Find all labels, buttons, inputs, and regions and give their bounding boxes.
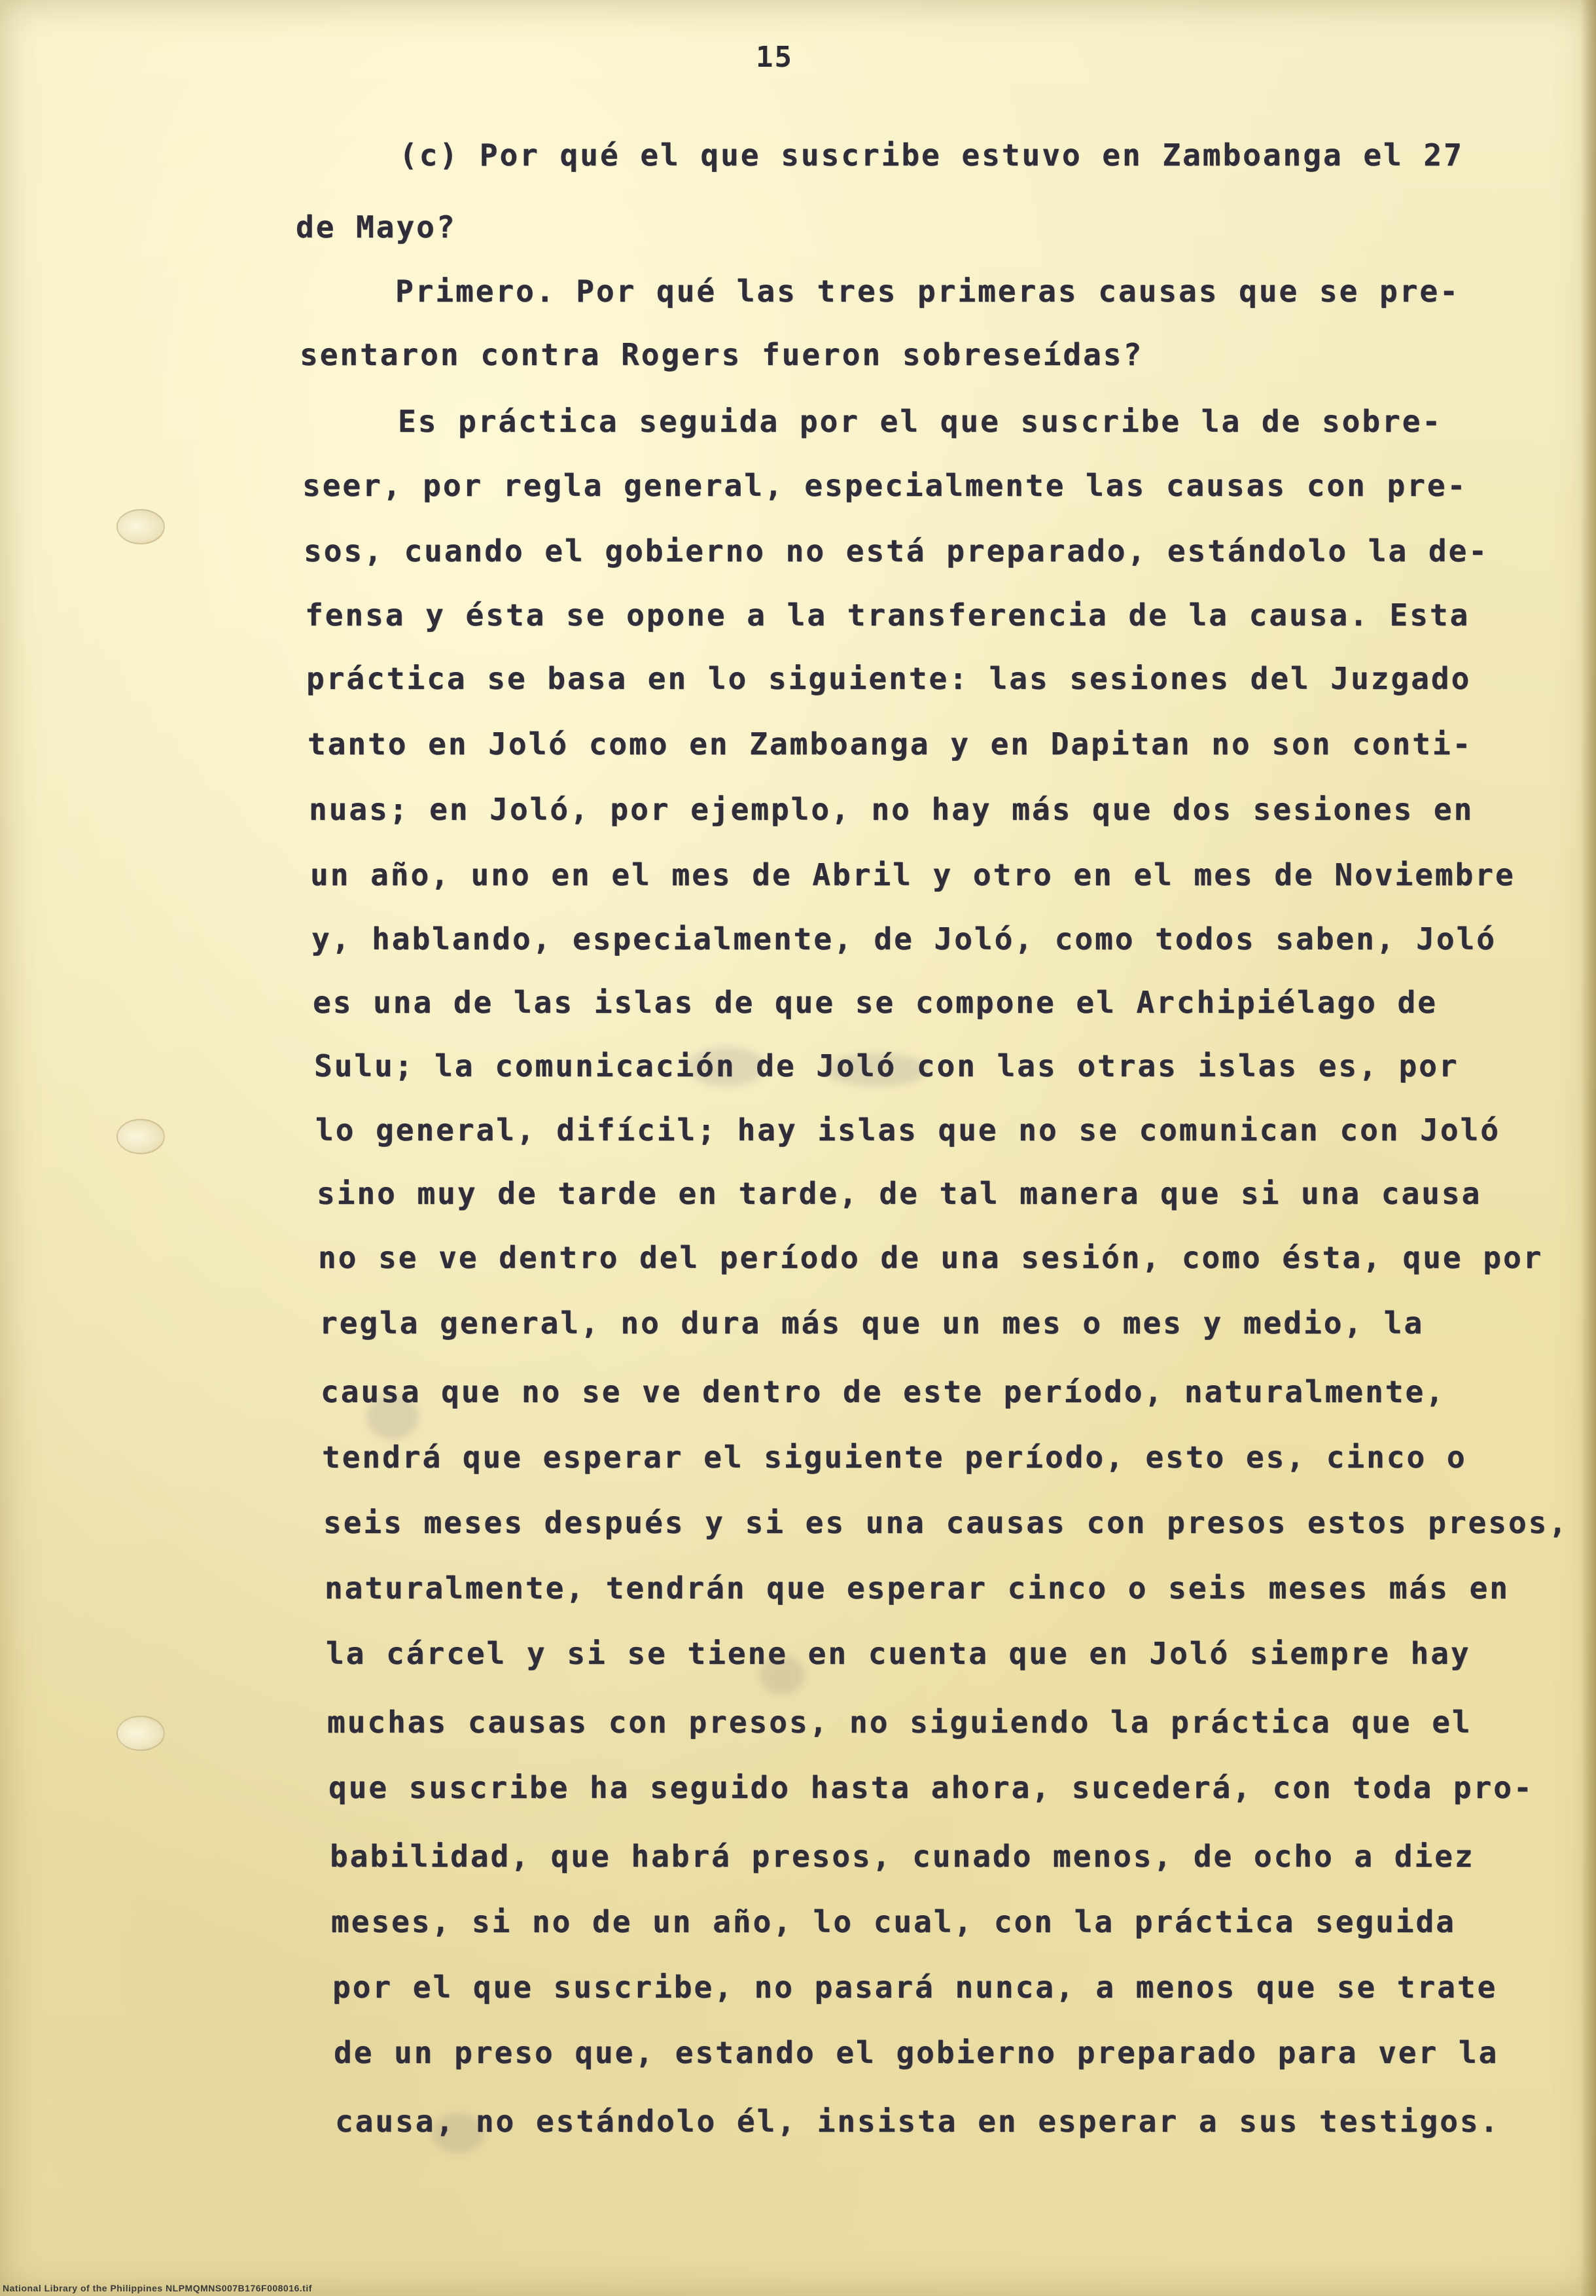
- text-line: regla general, no dura más que un mes o mes y medio, la: [319, 1305, 1425, 1341]
- text-line: es una de las islas de que se compone el Archipiélago de: [313, 985, 1438, 1020]
- text-line: un año, uno en el mes de Abril y otro en el mes de Noviembre: [310, 857, 1516, 892]
- text-line: Es práctica seguida por el que suscribe la de sobre-: [398, 404, 1443, 439]
- text-line: naturalmente, tendrán que esperar cinco o seis meses más en: [325, 1570, 1510, 1606]
- text-line: muchas causas con presos, no siguiendo la práctica que el: [327, 1704, 1472, 1740]
- punch-hole: [116, 509, 165, 544]
- text-line: práctica se basa en lo siguiente: las sesiones del Juzgado: [306, 661, 1472, 696]
- text-line: seis meses después y si es una causas con presos estos presos,: [323, 1505, 1569, 1540]
- punch-hole: [116, 1716, 165, 1751]
- text-line: Sulu; la comunicación de Joló con las otras islas es, por: [314, 1048, 1459, 1084]
- archive-footer-label: National Library of the Philippines NLPMQMNS007B176F008016.tif: [3, 2283, 312, 2293]
- text-line: y, hablando, especialmente, de Joló, como todos saben, Joló: [311, 921, 1497, 957]
- text-line: (c) Por qué el que suscribe estuvo en Zamboanga el 27: [399, 137, 1464, 173]
- page-edge-shadow: [1580, 0, 1596, 2296]
- text-line: seer, por regla general, especialmente las causas con pre-: [302, 468, 1468, 503]
- page-number: 15: [756, 41, 793, 74]
- text-line: meses, si no de un año, lo cual, con la práctica seguida: [331, 1904, 1456, 1939]
- text-line: sino muy de tarde en tarde, de tal manera que si una causa: [317, 1176, 1482, 1211]
- text-line: causa que no se ve dentro de este período, naturalmente,: [321, 1374, 1445, 1409]
- text-line: de Mayo?: [296, 209, 457, 245]
- text-line: tendrá que esperar el siguiente período, esto es, cinco o: [322, 1439, 1467, 1475]
- text-line: por el que suscribe, no pasará nunca, a menos que se trate: [332, 1969, 1498, 2005]
- punch-hole: [116, 1119, 165, 1154]
- text-line: sos, cuando el gobierno no está preparado, estándolo la de-: [304, 533, 1489, 569]
- text-line: tanto en Joló como en Zamboanga y en Dapitan no son conti-: [308, 726, 1473, 762]
- text-line: la cárcel y si se tiene en cuenta que en Joló siempre hay: [326, 1636, 1471, 1671]
- text-line: sentaron contra Rogers fueron sobreseídas?: [300, 337, 1144, 372]
- text-line: no se ve dentro del período de una sesión, como ésta, que por: [318, 1240, 1544, 1275]
- text-line: fensa y ésta se opone a la transferencia de la causa. Esta: [305, 597, 1470, 633]
- text-line: lo general, difícil; hay islas que no se comunican con Joló: [315, 1112, 1500, 1148]
- text-line: causa, no estándolo él, insista en esperar a sus testigos.: [335, 2104, 1500, 2139]
- text-line: Primero. Por qué las tres primeras causas que se pre-: [395, 274, 1460, 309]
- text-line: de un preso que, estando el gobierno preparado para ver la: [334, 2035, 1499, 2070]
- text-line: babilidad, que habrá presos, cunado menos, de ocho a diez: [330, 1839, 1475, 1874]
- text-line: que suscribe ha seguido hasta ahora, sucederá, con toda pro-: [328, 1770, 1534, 1805]
- text-line: nuas; en Joló, por ejemplo, no hay más que dos sesiones en: [309, 792, 1474, 827]
